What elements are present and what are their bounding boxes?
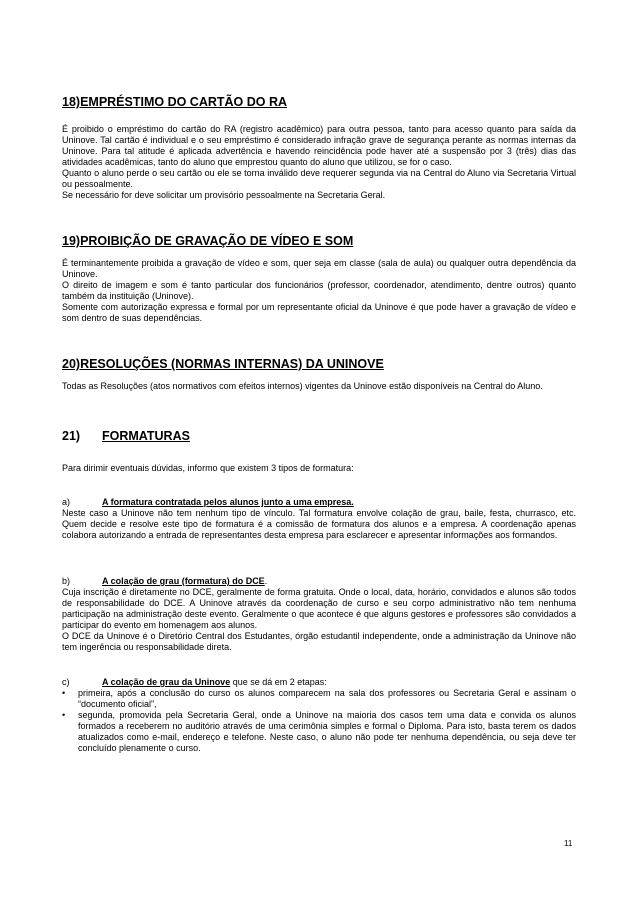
section-19-body bbox=[62, 258, 576, 324]
section-20-paragraph-1: Todas as Resoluções (atos normativos com efeitos internos) vigentes da Uninove estão disponíveis na Central do Aluno. bbox=[62, 381, 543, 391]
section-20-body bbox=[62, 381, 576, 392]
formatura-type-b bbox=[62, 576, 576, 653]
formatura-type-c-heading: c) A colação de grau da Uninove que se dá em 2 etapas: bbox=[62, 677, 327, 687]
section-21-intro bbox=[62, 463, 576, 474]
page-number: 11 bbox=[564, 839, 573, 848]
formatura-type-b-text-2: O DCE da Uninove é o Diretório Central dos Estudantes, órgão estudantil independente, onde a administração da Uninove não tem ingerência ou responsabilidade direta. bbox=[62, 631, 576, 652]
section-21-number: 21) bbox=[62, 429, 81, 443]
section-19-heading: 19)PROIBIÇÃO DE GRAVAÇÃO DE VÍDEO E SOM bbox=[62, 234, 354, 248]
section-18-paragraph-3: Se necessário for deve solicitar um provisório pessoalmente na Secretaria Geral. bbox=[62, 190, 386, 200]
section-21 bbox=[62, 429, 576, 444]
section-19-paragraph-3: Somente com autorização expressa e formal por um representante oficial da Uninove é que pode haver a gravação de vídeo e som dentro de suas dependências. bbox=[62, 302, 576, 323]
section-18 bbox=[62, 95, 576, 110]
section-19-paragraph-1: É terminantemente proibida a gravação de vídeo e som, quer seja em classe (sala de aula) ou qualquer outra dependência da Uninove. bbox=[62, 258, 576, 279]
section-19 bbox=[62, 234, 576, 249]
formatura-type-b-text-1: Cuja inscrição é diretamente no DCE, geralmente de forma gratuita. Onde o local, data, horário, convidados e alunos são todos de responsabilidade do DCE. A Uninove através da coordenação de curso e seu corpo administrativo não tem nenhuma participação na administração deste evento. Geralmente o que acontece é que alguns gestores e professores são convidados a participar do evento em homenagem aos alunos. bbox=[62, 587, 576, 630]
bullet-icon: • bbox=[62, 710, 66, 720]
section-20 bbox=[62, 357, 576, 372]
formatura-type-c-bullet-1: • primeira, após a conclusão do curso os alunos comparecem na sala dos professores ou Secretaria Geral e assinam o “documento oficial”, bbox=[62, 688, 576, 709]
formatura-type-a bbox=[62, 497, 576, 541]
section-21-title: FORMATURAS bbox=[102, 429, 190, 443]
section-20-heading: 20)RESOLUÇÕES (NORMAS INTERNAS) DA UNINOVE bbox=[62, 357, 384, 371]
bullet-icon: • bbox=[62, 688, 66, 698]
section-18-heading: 18)EMPRÉSTIMO DO CARTÃO DO RA bbox=[62, 95, 288, 109]
formatura-type-b-heading: b) A colação de grau (formatura) do DCE. bbox=[62, 576, 268, 586]
section-18-body bbox=[62, 124, 576, 201]
formatura-type-a-text: Neste caso a Uninove não tem nenhum tipo de vínculo. Tal formatura envolve colação de grau, baile, festa, churrasco, etc. Quem decide e resolve este tipo de formatura é a comissão de formatura dos alunos e a empresa. A coordenação apenas colabora autorizando a entrada de representantes desta empresa para esclarecer e apresentar informações aos formandos. bbox=[62, 508, 576, 540]
formatura-type-c-bullet-2: • segunda, promovida pela Secretaria Geral, onde a Uninove na maioria dos casos tem uma data e convida os alunos formados a receberem no auditório através de uma cerimônia simples e formal o Diploma. Para isto, basta terem os dados atualizados como e-mail, endereço e telefone. Neste caso, o aluno não pode ter nenhuma dependência, ou seja deve ter concluído plenamente o curso. bbox=[62, 710, 576, 753]
formatura-type-a-heading: a) A formatura contratada pelos alunos junto a uma empresa. bbox=[62, 497, 354, 507]
section-21-intro-text: Para dirimir eventuais dúvidas, informo que existem 3 tipos de formatura: bbox=[62, 463, 354, 473]
section-18-paragraph-1: É proibido o empréstimo do cartão do RA (registro acadêmico) para outra pessoa, tanto para acesso quanto para saída da Uninove. Tal cartão é individual e o seu empréstimo é considerado infração grave de segurança perante as normas internas da Uninove. Para tal atitude é aplicada advertência e havendo reincidência pode haver até a suspensão por 3 (três) dias das atividades acadêmicas, tanto do aluno que emprestou quanto do aluno que utilizou, se for o caso. bbox=[62, 124, 576, 167]
section-18-paragraph-2: Quanto o aluno perde o seu cartão ou ele se torna inválido deve requerer segunda via na Central do Aluno via Secretaria Virtual ou pessoalmente. bbox=[62, 168, 576, 189]
section-21-heading bbox=[62, 429, 576, 444]
section-19-paragraph-2: O direito de imagem e som é tanto particular dos funcionários (professor, coordenador, atendimento, dentre outros) quanto também da instituição (Uninove). bbox=[62, 280, 576, 301]
formatura-type-c bbox=[62, 677, 576, 754]
